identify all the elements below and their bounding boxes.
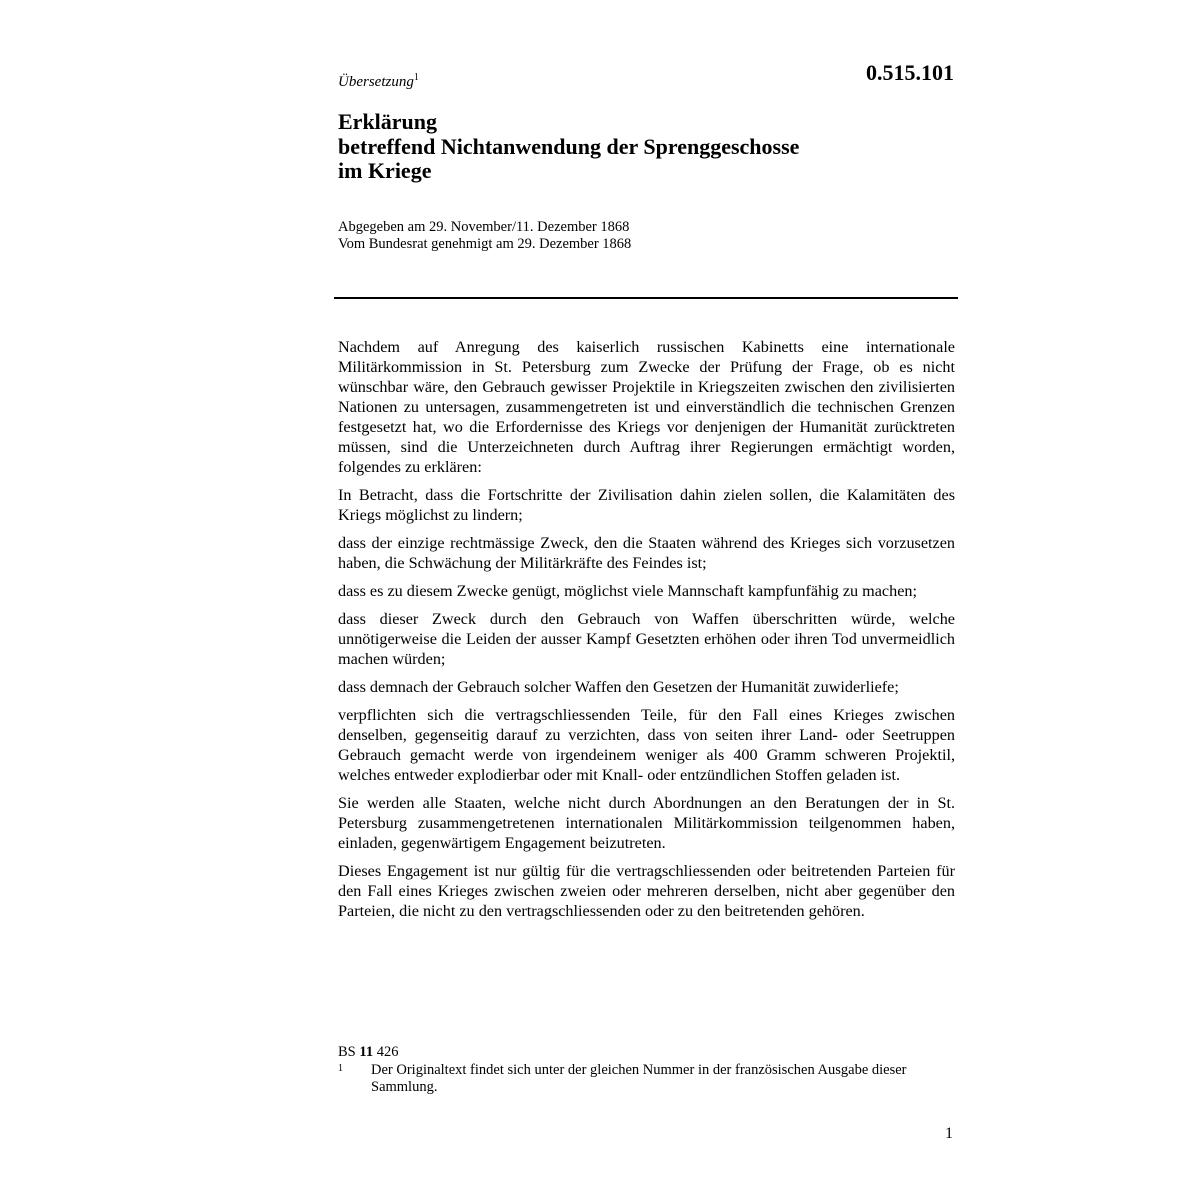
body-paragraph: Sie werden alle Staaten, welche nicht durch Abordnungen an den Beratungen der in St. Petersburg zusammengetretenen internationalen Militärkommission teilgenommen haben, einladen, gegenwärtigem Engagement beizutreten. — [338, 794, 955, 852]
issued-date: Abgegeben am 29. November/11. Dezember 1868 — [338, 219, 630, 235]
body-paragraph: In Betracht, dass die Fortschritte der Zivilisation dahin zielen sollen, die Kalamitäten des Kriegs möglichst zu lindern; — [338, 486, 955, 524]
body-paragraph: Dieses Engagement ist nur gültig für die vertragschliessenden oder beitretenden Parteien für den Fall eines Krieges zwischen zweien oder mehreren derselben, nicht aber gegenüber den Parteien, die nicht zu den vertragschliessenden oder zu den beitretenden gehören. — [338, 862, 955, 920]
bs-volume: 11 — [359, 1044, 374, 1060]
bs-reference — [338, 1044, 938, 1061]
body-paragraph: dass demnach der Gebrauch solcher Waffen den Gesetzen der Humanität zuwiderliefe; — [338, 678, 899, 696]
document-title — [338, 110, 958, 184]
document-body — [338, 337, 955, 929]
approved-date: Vom Bundesrat genehmigt am 29. Dezember 1868 — [338, 235, 632, 252]
body-paragraph: Nachdem auf Anregung des kaiserlich russischen Kabinetts eine internationale Militärkommission in St. Petersburg zum Zwecke der Prüfung der Frage, ob es nicht wünschbar wäre, den Gebrauch gewisser Projektile in Kriegszeiten zwischen den zivilisierten Nationen zu untersagen, zusammengetreten ist und einverständlich die technischen Grenzen festgesetzt hat, wo die Erfordernisse des Kriegs vor denjenigen der Humanität zurücktreten müssen, sind die Unterzeichneten durch Auftrag ihrer Regierungen ermächtigt worden, folgendes zu erklären: — [338, 338, 955, 476]
body-paragraph: dass es zu diesem Zwecke genügt, möglichst viele Mannschaft kampfunfähig zu machen; — [338, 582, 917, 600]
title-line: betreffend Nichtanwendung der Sprenggeschosse — [338, 133, 800, 159]
title-line: im Kriege — [338, 158, 432, 183]
body-paragraph: dass dieser Zweck durch den Gebrauch von Waffen überschritten würde, welche unnötigerweise die Leiden der ausser Kampf Gesetzten erhöhen oder ihren Tod unvermeidlich machen würden; — [338, 610, 955, 668]
footnote — [338, 1062, 938, 1096]
bs-page: 426 — [376, 1044, 399, 1060]
body-paragraph: verpflichten sich die vertragschliessenden Teile, für den Fall eines Krieges zwischen denselben, gegenseitig darauf zu verzichten, dass von seiten ihrer Land- oder Seetruppen Gebrauch gemacht werde von irgendeinem weniger als 400 Gramm schweren Projektil, welches entweder explodierbar oder mit Knall- oder entzündlichen Stoffen geladen ist. — [338, 706, 955, 784]
title-line: Erklärung — [338, 109, 438, 134]
sr-number: 0.515.101 — [866, 60, 954, 85]
translation-label — [338, 74, 419, 91]
bs-prefix: BS — [338, 1044, 356, 1060]
footnote-reference: 1 — [413, 72, 419, 83]
page-number: 1 — [945, 1125, 953, 1142]
document-dates — [338, 219, 631, 252]
footnote-text: Der Originaltext findet sich unter der gleichen Nummer in der französischen Ausgabe dieser Sammlung. — [371, 1062, 907, 1095]
body-paragraph: dass der einzige rechtmässige Zweck, den die Staaten während des Krieges sich vorzusetzen haben, die Schwächung der Militärkräfte des Feindes ist; — [338, 534, 955, 572]
horizontal-divider — [334, 297, 958, 299]
translation-label-text: Übersetzung — [338, 74, 414, 90]
footnote-area — [338, 1044, 938, 1096]
footnote-mark: 1 — [338, 1063, 343, 1074]
